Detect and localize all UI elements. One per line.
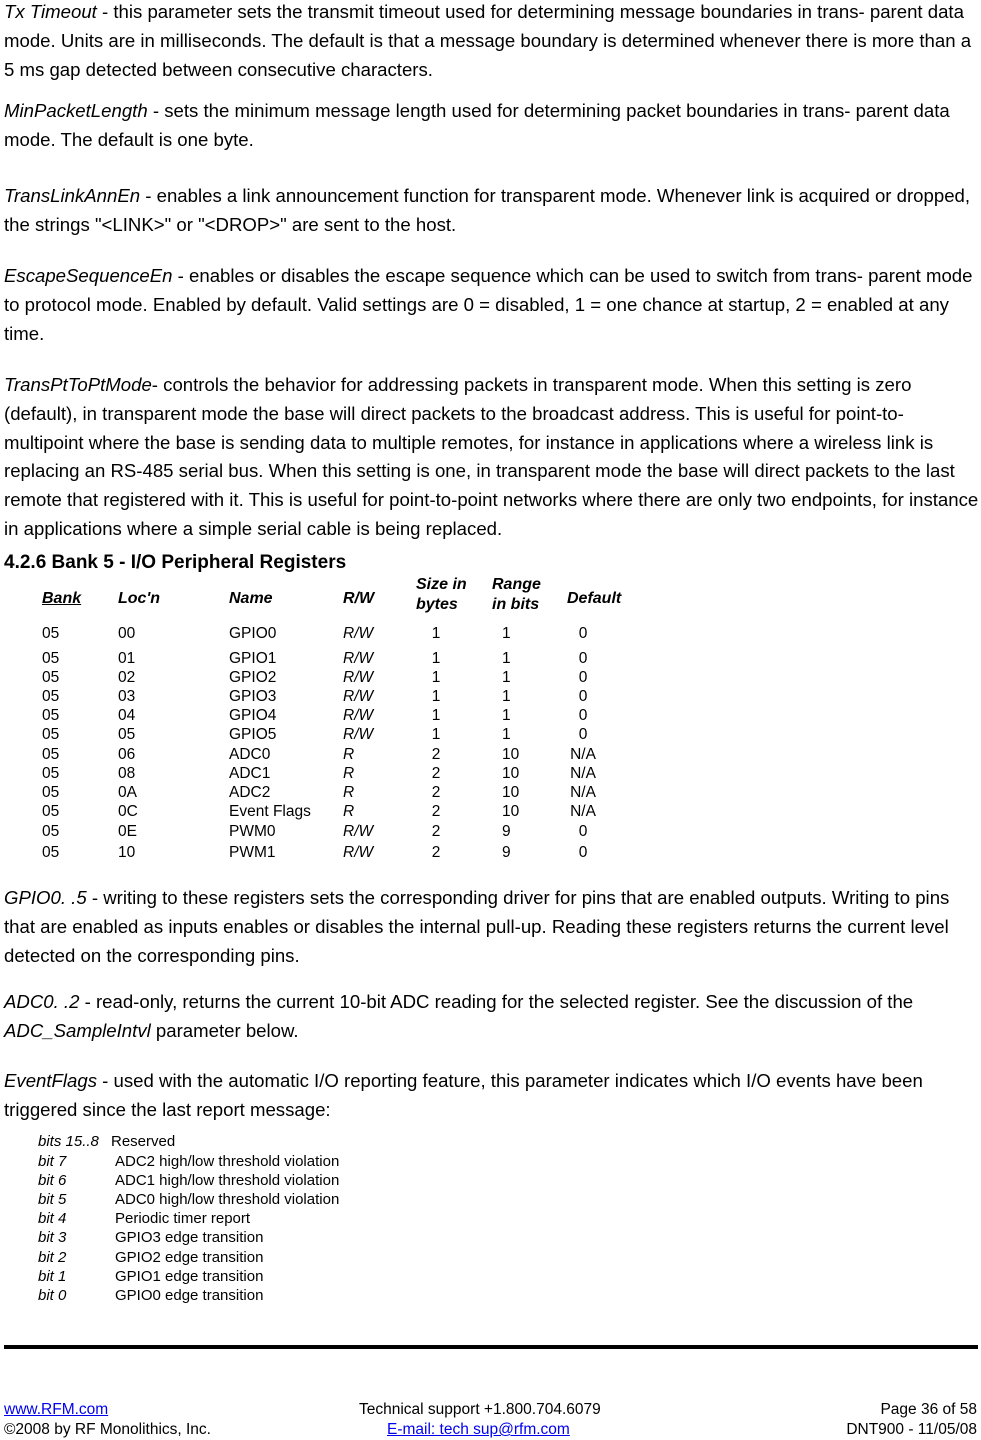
- cell-size: 1: [431, 707, 441, 724]
- description: - this parameter sets the transmit timeout used for determining message boundaries in trans- parent data mode. Units are in milliseconds. The default is that a message boundary is determined whenever there is more than a 5 ms gap detected between consecutive characters.: [4, 1, 972, 80]
- cell-name: ADC2: [229, 784, 271, 801]
- cell-name: ADC1: [229, 765, 271, 782]
- term-adc-sample-intvl: ADC_SampleIntvl: [4, 1019, 151, 1041]
- header-range-line2: in bits: [492, 596, 540, 613]
- cell-name: GPIO5: [229, 726, 277, 743]
- min-packet-length-paragraph: [4, 97, 980, 155]
- cell-size: 2: [431, 823, 441, 840]
- cell-location: 0A: [118, 784, 137, 801]
- cell-range: 1: [502, 625, 511, 642]
- cell-default: 0: [578, 707, 588, 724]
- cell-name: GPIO1: [229, 650, 277, 667]
- header-range-line1: Range: [492, 576, 541, 593]
- cell-rw: R: [343, 784, 355, 801]
- header-name: Name: [229, 590, 273, 607]
- cell-location: 0E: [118, 823, 137, 840]
- bit-description: ADC0 high/low threshold violation: [115, 1191, 340, 1208]
- bit-key: bit 4: [38, 1210, 67, 1227]
- cell-default: 0: [578, 650, 588, 667]
- cell-bank: 05: [42, 726, 60, 743]
- cell-range: 1: [502, 650, 511, 667]
- description: - read-only, returns the current 10-bit ADC reading for the selected register. See the discussion of the: [79, 991, 914, 1012]
- bit-key: bit 0: [38, 1287, 67, 1304]
- cell-default: N/A: [570, 803, 596, 820]
- adc-paragraph: [4, 988, 980, 1046]
- cell-name: ADC0: [229, 746, 271, 763]
- cell-size: 2: [431, 784, 441, 801]
- bit-description: ADC1 high/low threshold violation: [115, 1172, 340, 1189]
- copyright-text: ©2008 by RF Monolithics, Inc.: [4, 1421, 211, 1438]
- bit-description: GPIO3 edge transition: [115, 1229, 264, 1246]
- support-phone: Technical support +1.800.704.6079: [359, 1401, 601, 1418]
- bit-key: bit 3: [38, 1229, 67, 1246]
- cell-rw: R/W: [343, 650, 374, 667]
- cell-location: 00: [118, 625, 136, 642]
- cell-rw: R/W: [343, 669, 374, 686]
- cell-location: 01: [118, 650, 136, 667]
- cell-rw: R: [343, 803, 355, 820]
- cell-location: 06: [118, 746, 136, 763]
- cell-range: 10: [502, 784, 520, 801]
- gpio-paragraph: [4, 884, 980, 970]
- term: Tx Timeout: [4, 1, 97, 22]
- description-end: parameter below.: [150, 1019, 299, 1041]
- cell-location: 04: [118, 707, 136, 724]
- cell-default: 0: [578, 726, 588, 743]
- term: ADC0. .2: [4, 991, 80, 1012]
- cell-rw: R/W: [343, 823, 374, 840]
- cell-name: GPIO3: [229, 688, 277, 705]
- cell-location: 0C: [118, 803, 138, 820]
- cell-default: N/A: [570, 765, 596, 782]
- cell-size: 2: [431, 765, 441, 782]
- bit-description: Periodic timer report: [115, 1210, 251, 1227]
- cell-size: 2: [431, 844, 441, 861]
- description: - controls the behavior for addressing packets in transparent mode. When this setting is zero (default), in transparent mode the base will direct packets to the broadcast address. This is useful for point-to-multipoint where the base is sending data to multiple remotes, for instance in applications where a wireless link is replacing an RS-485 serial bus. When this setting is one, in transparent mode the base will direct packets to the last remote that registered with it. This is useful for point-to-point networks where there are only two endpoints, for instance in applications where a simple serial cable is being replaced.: [4, 374, 979, 539]
- cell-name: Event Flags: [229, 803, 311, 820]
- cell-bank: 05: [42, 669, 60, 686]
- description: - used with the automatic I/O reporting feature, this parameter indicates which I/O events have been triggered since the last report message:: [4, 1070, 923, 1120]
- cell-default: 0: [578, 625, 588, 642]
- cell-rw: R/W: [343, 844, 374, 861]
- cell-bank: 05: [42, 784, 60, 801]
- bit-description: GPIO1 edge transition: [115, 1268, 264, 1285]
- cell-rw: R: [343, 765, 355, 782]
- document-id: DNT900 - 11/05/08: [846, 1421, 977, 1438]
- term: GPIO0. .5: [4, 887, 87, 908]
- cell-range: 1: [502, 726, 511, 743]
- bit-key: bit 6: [38, 1172, 67, 1189]
- description: - enables a link announcement function for transparent mode. Whenever link is acquired or dropped, the strings "<LINK>" or "<DROP>" are sent to the host.: [4, 185, 971, 235]
- cell-default: N/A: [570, 784, 596, 801]
- cell-bank: 05: [42, 707, 60, 724]
- email-link[interactable]: E-mail: tech sup@rfm.com: [387, 1421, 570, 1438]
- cell-range: 10: [502, 765, 520, 782]
- cell-range: 9: [502, 823, 511, 840]
- term: TransLinkAnnEn: [4, 185, 141, 206]
- cell-default: N/A: [570, 746, 596, 763]
- cell-bank: 05: [42, 688, 60, 705]
- section-heading: 4.2.6 Bank 5 - I/O Peripheral Registers: [4, 552, 347, 573]
- header-rw: R/W: [343, 590, 375, 607]
- cell-name: PWM0: [229, 823, 276, 840]
- cell-bank: 05: [42, 650, 60, 667]
- cell-location: 05: [118, 726, 136, 743]
- cell-range: 1: [502, 669, 511, 686]
- bit-key: bit 5: [38, 1191, 67, 1208]
- cell-size: 1: [431, 688, 441, 705]
- register-table: [0, 575, 660, 865]
- cell-name: PWM1: [229, 844, 276, 861]
- description: - enables or disables the escape sequence which can be used to switch from trans- parent mode to protocol mode. Enabled by default. Valid settings are 0 = disabled, 1 = one chance at startup, 2 = enabled at any time.: [4, 265, 973, 344]
- cell-default: 0: [578, 823, 588, 840]
- cell-name: GPIO2: [229, 669, 277, 686]
- header-bank: Bank: [42, 590, 82, 607]
- escape-sequence-en-paragraph: [4, 262, 980, 348]
- term: TransPtToPtMode: [4, 374, 152, 395]
- bit-description: ADC2 high/low threshold violation: [115, 1153, 340, 1170]
- cell-size: 2: [431, 746, 441, 763]
- cell-size: 1: [431, 726, 441, 743]
- cell-size: 1: [431, 669, 441, 686]
- cell-range: 10: [502, 746, 520, 763]
- header-default: Default: [567, 590, 622, 607]
- term: MinPacketLength: [4, 100, 148, 121]
- cell-name: GPIO4: [229, 707, 277, 724]
- cell-bank: 05: [42, 746, 60, 763]
- cell-size: 2: [431, 803, 441, 820]
- cell-bank: 05: [42, 765, 60, 782]
- cell-location: 10: [118, 844, 136, 861]
- cell-bank: 05: [42, 625, 60, 642]
- term: EventFlags: [4, 1070, 98, 1091]
- cell-rw: R/W: [343, 625, 374, 642]
- cell-range: 10: [502, 803, 520, 820]
- bit-description: GPIO0 edge transition: [115, 1287, 264, 1304]
- bit-key: bit 1: [38, 1268, 67, 1285]
- tx-timeout-paragraph: [4, 0, 980, 84]
- cell-location: 02: [118, 669, 136, 686]
- header-size-line2: bytes: [416, 596, 458, 613]
- bit-description: GPIO2 edge transition: [115, 1249, 264, 1266]
- cell-range: 9: [502, 844, 511, 861]
- header-location: Loc'n: [118, 590, 161, 607]
- bit-key: bit 7: [38, 1153, 67, 1170]
- header-size-line1: Size in: [416, 576, 467, 593]
- description: - writing to these registers sets the corresponding driver for pins that are enabled outputs. Writing to pins that are enabled as inputs enables or disables the internal pull-up. Reading these registers returns the current level detected on the corresponding pins.: [4, 887, 950, 966]
- bit-description: Reserved: [111, 1133, 176, 1150]
- cell-range: 1: [502, 688, 511, 705]
- description: - sets the minimum message length used for determining packet boundaries in trans- parent data mode. The default is one byte.: [4, 100, 950, 150]
- cell-default: 0: [578, 688, 588, 705]
- cell-bank: 05: [42, 823, 60, 840]
- footer-divider: [4, 1345, 978, 1349]
- trans-link-ann-en-paragraph: [4, 182, 980, 240]
- website-link[interactable]: www.RFM.com: [4, 1401, 109, 1418]
- cell-rw: R/W: [343, 688, 374, 705]
- event-flags-paragraph: [4, 1067, 980, 1125]
- cell-size: 1: [431, 625, 441, 642]
- bit-key: bit 2: [38, 1249, 67, 1266]
- cell-size: 1: [431, 650, 441, 667]
- cell-rw: R/W: [343, 707, 374, 724]
- cell-name: GPIO0: [229, 625, 277, 642]
- trans-pt-to-pt-mode-paragraph: [4, 371, 980, 544]
- cell-bank: 05: [42, 803, 60, 820]
- page-number: Page 36 of 58: [880, 1401, 977, 1418]
- cell-location: 08: [118, 765, 136, 782]
- cell-location: 03: [118, 688, 136, 705]
- cell-bank: 05: [42, 844, 60, 861]
- cell-default: 0: [578, 669, 588, 686]
- term: EscapeSequenceEn: [4, 265, 173, 286]
- cell-rw: R/W: [343, 726, 374, 743]
- bit-key: bits 15..8: [38, 1133, 99, 1150]
- cell-range: 1: [502, 707, 511, 724]
- cell-default: 0: [578, 844, 588, 861]
- cell-rw: R: [343, 746, 355, 763]
